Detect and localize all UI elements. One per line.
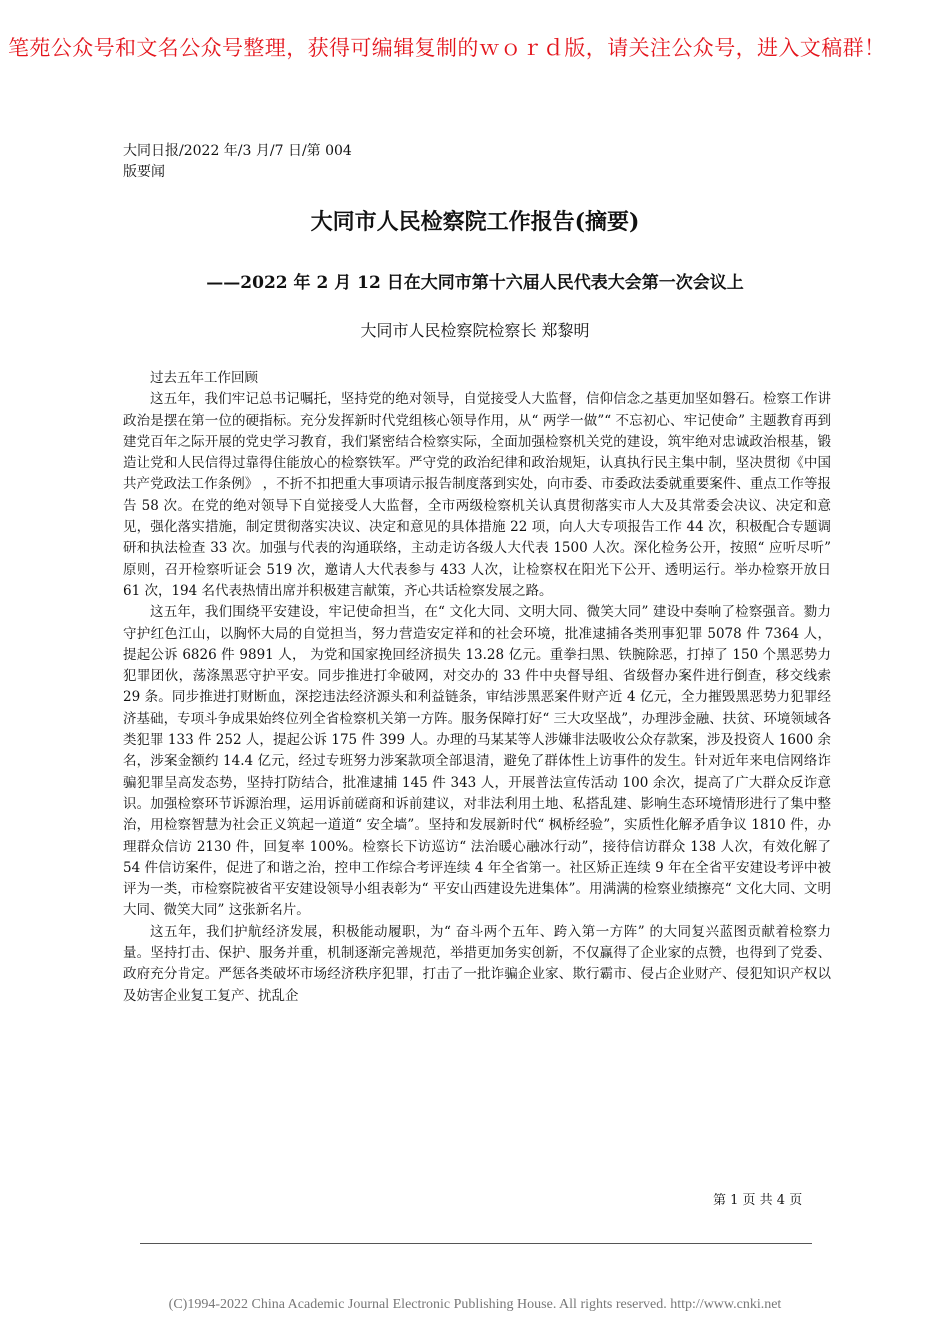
page-number: 第 1 页 共 4 页: [713, 1193, 803, 1208]
footer-divider: [140, 1243, 812, 1244]
source-citation: [123, 141, 352, 183]
document-title: 大同市人民检察院工作报告(摘要): [310, 209, 640, 235]
source-line-2: 版要闻: [123, 164, 165, 180]
paragraph: 这五年，我们牢记总书记嘱托，坚持党的绝对领导，自觉接受人大监督，信仰信念之基更加坚如磐石。检察工作讲政治是摆在第一位的硬指标。充分发挥新时代党组核心领导作用，从“ 两学一做”“ 不忘初心、牢记使命” 主题教育再到建党百年之际开展的党史学习教育，我们紧密结合检察实际，全面加强检察机关党的建设，筑牢绝对忠诚政治根基，锻造让党和人民信得过靠得住能放心的检察铁军。严守党的政治纪律和政治规矩，认真执行民主集中制，坚决贯彻《中国共产党政法工作条例》 ，不折不扣把重大事项请示报告制度落到实处，向市委、市委政法委就重要案件、重点工作等报告 58 次。在党的绝对领导下自觉接受人大监督，全市两级检察机关认真贯彻落实市人大及其常委会决议、决定和意见，强化落实措施，制定贯彻落实决议、决定和意见的具体措施 22 项，向人大专项报告工作 44 次，积极配合专题调研和执法检查 33 次。加强与代表的沟通联络，主动走访各级人大代表 1500 人次。深化检务公开，按照“ 应听尽听” 原则，召开检察听证会 519 次，邀请人大代表参与 433 人次，让检察权在阳光下公开、透明运行。举办检察开放日 61 次，194 名代表热情出席并积极建言献策，齐心共话检察发展之路。: [123, 391, 831, 599]
article-body: [123, 368, 831, 1007]
document-subtitle: ——2022 年 2 月 12 日在大同市第十六届人民代表大会第一次会议上: [206, 273, 744, 293]
author-line: 大同市人民检察院检察长 郑黎明: [360, 321, 590, 340]
paragraph: 这五年，我们围绕平安建设，牢记使命担当，在“ 文化大同、文明大同、微笑大同” 建设中奏响了检察强音。勠力守护红色江山，以胸怀大局的自觉担当，努力营造安定祥和的社会环境，批准逮捕各类刑事犯罪 5078 件 7364 人， 提起公诉 6826 件 9891 人， 为党和国家挽回经济损失 13.28 亿元。重拳扫黑、铁腕除恶，打掉了 150 个黑恶势力犯罪团伙，荡涤黑恶守护平安。同步推进打伞破网，对交办的 33 件中央督导组、省级督办案件进行倒查，移交线索 29 条。同步推进打财断血，深挖违法经济源头和利益链条，审结涉黑恶案件财产近 4 亿元，全力摧毁黑恶势力犯罪经济基础，专项斗争成果始终位列全省检察机关第一方阵。服务保障打好“ 三大攻坚战”，办理涉金融、扶贫、环境领域各类犯罪 133 件 252 人，提起公诉 175 件 399 人。办理的马某某等人涉嫌非法吸收公众存款案，涉及投资人 1600 余名，涉案金额约 14.4 亿元，经过专班努力涉案款项全部退清，避免了群体性上访事件的发生。针对近年来电信网络诈骗犯罪呈高发态势，坚持打防结合，批准逮捕 145 件 343 人，开展普法宣传活动 100 余次，提高了广大群众反诈意识。加强检察环节诉源治理，运用诉前磋商和诉前建议，对非法利用土地、私搭乱建、影响生态环境情形进行了集中整治，用检察智慧为社会正义筑起一道道“ 安全墙”。坚持和发展新时代“ 枫桥经验”，实质性化解矛盾争议 1810 件，办理群众信访 2130 件，回复率 100%。检察长下访巡访“ 法治暖心融冰行动”，接待信访群众 138 人次，有效化解了 54 件信访案件，促进了和谐之治，控申工作综合考评连续 4 年全省第一。社区矫正连续 9 年在全省平安建设考评中被评为一类，市检察院被省平安建设领导小组表彰为“ 平安山西建设先进集体”。用满满的检察业绩擦亮“ 文化大同、文明大同、微笑大同” 这张新名片。: [123, 604, 831, 919]
promo-banner: 笔苑公众号和文名公众号整理，获得可编辑复制的ｗｏｒｄ版，请关注公众号，进入文稿群！: [8, 36, 886, 60]
paragraph: 这五年，我们护航经济发展，积极能动履职，为“ 奋斗两个五年、跨入第一方阵” 的大同复兴蓝图贡献着检察力量。坚持打击、保护、服务并重，机制逐渐完善规范，举措更加务实创新，不仅赢得了企业家的点赞，也得到了党委、政府充分肯定。严惩各类破坏市场经济秩序犯罪，打击了一批诈骗企业家、欺行霸市、侵占企业财产、侵犯知识产权以及妨害企业复工复产、扰乱企: [123, 923, 831, 1004]
source-line-1: 大同日报/2022 年/3 月/7 日/第 004: [123, 143, 352, 159]
copyright-footer: (C)1994-2022 China Academic Journal Electronic Publishing House. All rights reserved. http://www.cnki.net: [168, 1297, 782, 1312]
section-heading: 过去五年工作回顾: [150, 370, 258, 386]
